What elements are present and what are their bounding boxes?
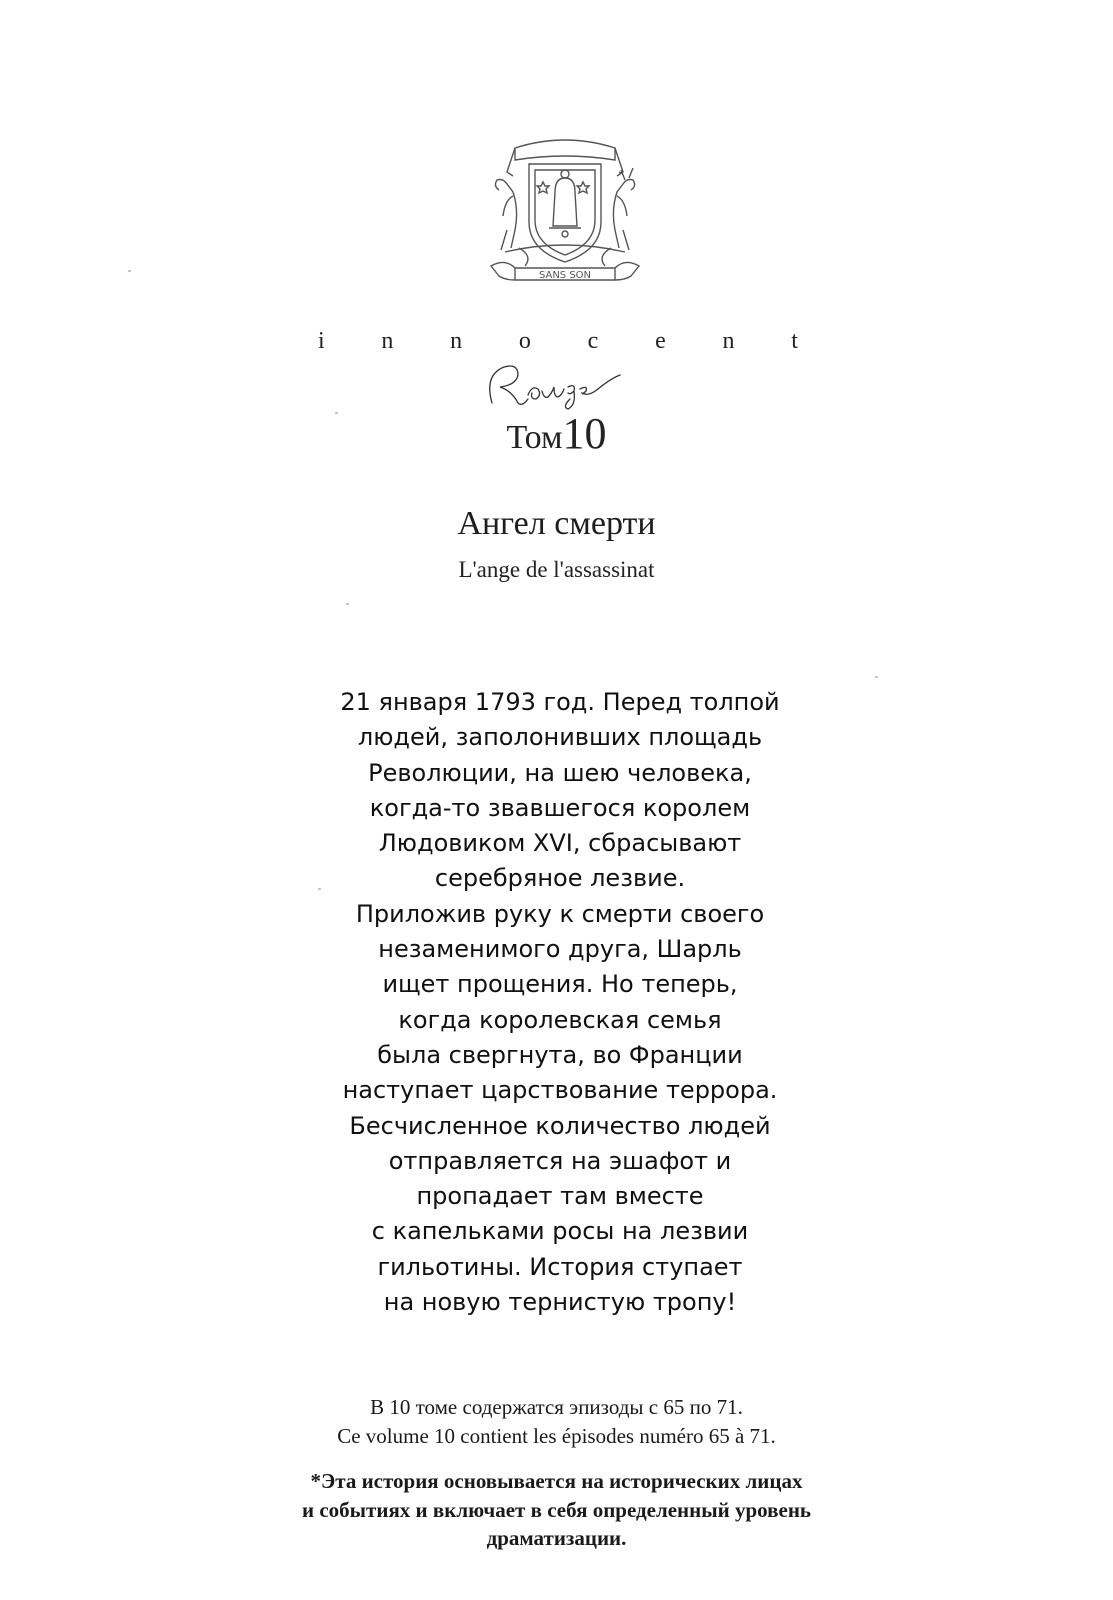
synopsis-line: когда-то звавшегося королем bbox=[369, 793, 751, 822]
synopsis-line: Революции, на шею человека, bbox=[368, 758, 752, 787]
note-line: и событиях и включает в себя определенный уровень bbox=[301, 1497, 812, 1522]
series-letter: t bbox=[791, 328, 798, 354]
synopsis-line: отправляется на эшафот и bbox=[388, 1146, 732, 1175]
synopsis-line: незаменимого друга, Шарль bbox=[378, 935, 742, 964]
synopsis-line: когда королевская семья bbox=[398, 1005, 722, 1034]
disclaimer-note bbox=[0, 1467, 1113, 1553]
episodes-ru: В 10 томе содержатся эпизоды с 65 по 71. bbox=[370, 1395, 743, 1419]
coat-of-arms-icon bbox=[485, 130, 645, 298]
synopsis-line: наступает царствование террора. bbox=[342, 1076, 778, 1105]
episodes-fr: Ce volume 10 contient les épisodes numéro 65 à 71. bbox=[337, 1424, 776, 1448]
synopsis-line: была свергнута, во Франции bbox=[377, 1040, 743, 1069]
volume-word: Том bbox=[506, 419, 563, 456]
crest-motto: SANS SON bbox=[538, 270, 592, 281]
synopsis-line: серебряное лезвие. bbox=[434, 864, 686, 893]
series-title bbox=[318, 328, 798, 355]
series-letter: n bbox=[722, 328, 735, 354]
synopsis bbox=[300, 685, 820, 1320]
series-letter: o bbox=[518, 328, 531, 354]
synopsis-line: с капельками росы на лезвии bbox=[371, 1217, 749, 1246]
synopsis-line: Приложив руку к смерти своего bbox=[355, 899, 765, 928]
episodes-info bbox=[0, 1393, 1113, 1451]
scan-speck bbox=[346, 603, 349, 605]
synopsis-line: пропадает там вместе bbox=[416, 1182, 704, 1211]
volume-label bbox=[0, 408, 1113, 459]
note-line: *Эта история основывается на исторических лицах bbox=[310, 1469, 803, 1493]
series-letter: c bbox=[587, 328, 599, 354]
synopsis-line: Бесчисленное количество людей bbox=[349, 1111, 771, 1140]
scan-speck bbox=[318, 888, 321, 890]
scan-speck bbox=[128, 270, 131, 272]
synopsis-line: 21 января 1793 год. Перед толпой bbox=[340, 688, 780, 716]
book-title: Ангел смерти bbox=[457, 505, 656, 542]
series-letter: n bbox=[450, 328, 463, 354]
synopsis-line: на новую тернистую тропу! bbox=[383, 1288, 737, 1317]
series-letter: e bbox=[655, 328, 666, 354]
scan-speck bbox=[875, 676, 878, 678]
scan-speck bbox=[335, 412, 338, 414]
series-letter: i bbox=[318, 328, 325, 354]
series-letter: n bbox=[381, 328, 394, 354]
synopsis-line: людей, заполонивших площадь bbox=[357, 723, 763, 752]
volume-number: 10 bbox=[562, 409, 607, 458]
note-line: драматизации. bbox=[486, 1526, 627, 1550]
synopsis-line: Людовиком XVI, сбрасывают bbox=[378, 829, 742, 858]
synopsis-line: ищет прощения. Но теперь, bbox=[382, 970, 738, 999]
book-subtitle: L'ange de l'assassinat bbox=[458, 557, 655, 582]
synopsis-line: гильотины. История ступает bbox=[377, 1252, 743, 1281]
rouge-script-logo bbox=[478, 355, 638, 415]
